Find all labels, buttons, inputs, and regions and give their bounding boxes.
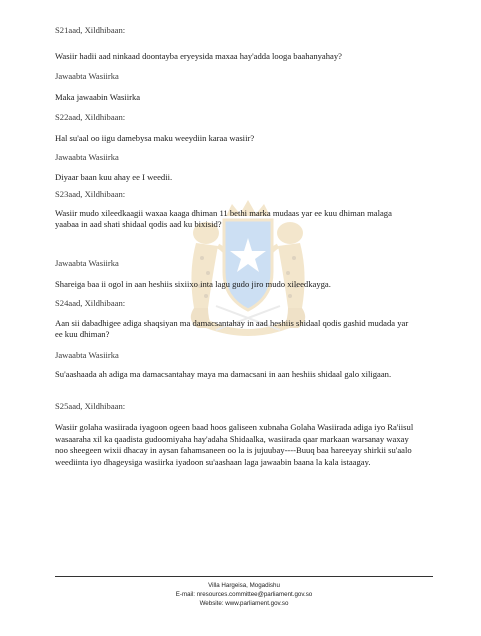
question-label: S22aad, Xildhibaan:: [55, 112, 126, 122]
question-text: Aan sii dabadhigee adiga shaqsiyan ma damacsantahay in aad heshiis shidaal qodis gashid mudada yar ee kuu dhiman?: [55, 318, 409, 339]
question-text: Wasiir hadii aad ninkaad doontayba eryeysida maxaa hay'adda looga baahanyahay?: [55, 51, 342, 61]
question-label: S24aad, Xildhibaan:: [55, 298, 126, 308]
footer-email: E-mail: nresources.committee@parliament.gov.so: [175, 591, 313, 598]
answer-text: Su'aashaada ah adiga ma damacsantahay maya ma damacsani in aan heshiis shidaal galo xiligaan.: [55, 369, 392, 379]
answer-label: Jawaabta Wasiirka: [55, 71, 119, 81]
shield-icon: [224, 220, 272, 310]
footer-address: Villa Hargeisa, Mogadishu: [208, 582, 280, 589]
question-text: Hal su'aal oo iigu damebysa maku weeydiin karaa wasiir?: [55, 133, 255, 143]
question-label: S25aad, Xildhibaan:: [55, 401, 126, 411]
question-text: Wasiir golaha wasiirada iyagoon ogeen baad hoos galiseen xubnaha Golaha Wasiirada adiga iyo Ra'iisul wasaaraha xil ka qaadista gudoomiyaha hay'adaha Shidaalka, wasiirada qaar markaan warsanay waxay noo sheegeen wixii dhacay in aysan fahamsaneen oo la is jujuubay----Buuq baa hareeyay shirkii su'aalo weediinta iyo dhageysiga wasiirka iyadoon su'aashaan laga jawaabin baana la kala istaagay.: [55, 422, 414, 467]
answer-text: Diyaar baan kuu ahay ee I weedii.: [55, 172, 173, 182]
question-label: S21aad, Xildhibaan:: [55, 25, 126, 35]
answer-text: Maka jawaabin Wasiirka: [55, 92, 141, 102]
answer-label: Jawaabta Wasiirka: [55, 152, 119, 162]
answer-label: Jawaabta Wasiirka: [55, 350, 119, 360]
footer-website: Website: www.parliament.gov.so: [199, 600, 289, 607]
answer-text: Shareiga baa ii ogol in aan heshiis sixiixo inta lagu gudo jiro mudo xileedkayga.: [55, 279, 331, 289]
question-label: S23aad, Xildhibaan:: [55, 189, 126, 199]
question-text: Wasiir mudo xileedkaagii waxaa kaaga dhiman 11 bethi marka mudaas yar ee kuu dhiman malaga yaabaa in aad shati shidaal qodis aad ku bixisid?: [55, 208, 392, 229]
answer-label: Jawaabta Wasiirka: [55, 258, 119, 268]
footer-divider: [55, 576, 433, 577]
